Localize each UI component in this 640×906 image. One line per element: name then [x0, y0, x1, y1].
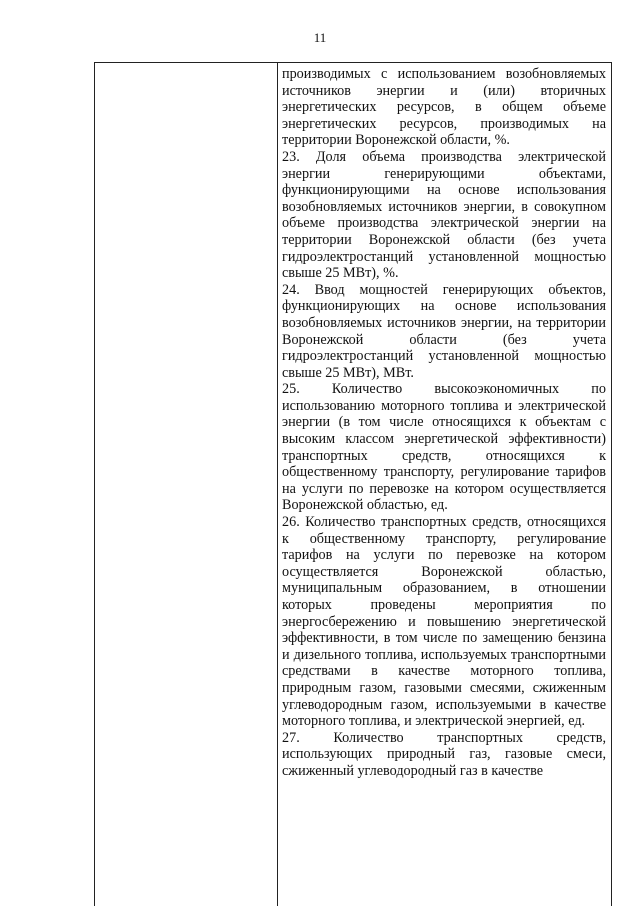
- document-table: [94, 62, 612, 906]
- paragraph-continuation: производимых с использованием возобновляемых источников энергии и (или) вторичных энергетических ресурсов, в общем объеме энергетических ресурсов, производимых на территории Воронежской области, %.: [282, 66, 606, 149]
- paragraph-26: 26. Количество транспортных средств, относящихся к общественному транспорту, регулирование тарифов на услуги по перевозке на котором осуществляется Воронежской областью, муниципальным образованием, в отношении которых проведены мероприятия по энергосбережению и повышению энергетической эффективности, в том числе по замещению бензина и дизельного топлива, используемых транспортными средствами в качестве моторного топлива, природным газом, газовыми смесями, сжиженным углеводородным газом, используемыми в качестве моторного топлива, и электрической энергией, ед.: [282, 514, 606, 730]
- page-number: 11: [313, 30, 327, 45]
- paragraph-24: 24. Ввод мощностей генерирующих объектов, функционирующих на основе использования возобновляемых источников энергии, на территории Воронежской области (без учета гидроэлектростанций установленной мощностью свыше 25 МВт), МВт.: [282, 281, 606, 381]
- indicators-column: [282, 66, 606, 780]
- paragraph-27: 27. Количество транспортных средств, использующих природный газ, газовые смеси, сжиженный углеводородный газ в качестве: [282, 729, 606, 779]
- paragraph-25: 25. Количество высокоэкономичных по использованию моторного топлива и электрической энергии (в том числе относящихся к объектам с высоким классом энергетической эффективности) транспортных средств, относящихся к общественному транспорту, регулирование тарифов на услуги по перевозке на котором осуществляется Воронежской областью, ед.: [282, 381, 606, 514]
- column-divider: [277, 63, 278, 906]
- paragraph-23: 23. Доля объема производства электрической энергии генерирующими объектами, функционирующими на основе использования возобновляемых источников энергии, в совокупном объеме производства электрической энергии на территории Воронежской области (без учета гидроэлектростанций установленной мощностью свыше 25 МВт), %.: [282, 148, 606, 282]
